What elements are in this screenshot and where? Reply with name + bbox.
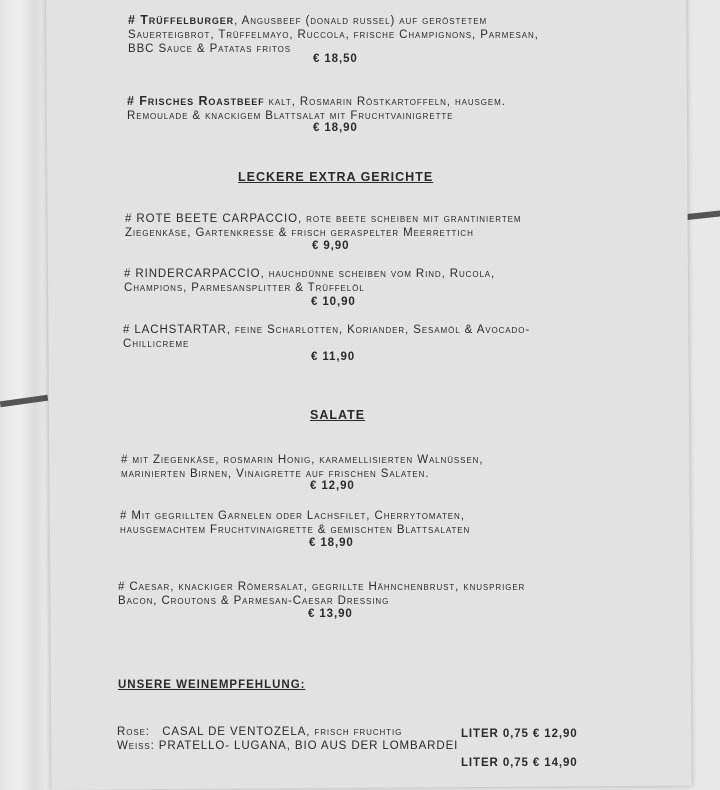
- item-desc: marinierten Birnen, Vinaigrette auf frischen Salaten.: [121, 468, 430, 480]
- wine-label: Weiss:: [117, 740, 155, 752]
- menu-item: [123, 323, 530, 351]
- item-desc: Chillicreme: [123, 338, 190, 350]
- item-price: € 11,90: [311, 351, 356, 363]
- wine-name: CASAL DE VENTOZELA, frisch fruchtig: [162, 726, 403, 738]
- menu-item: [128, 13, 539, 56]
- wine-price: LITER 0,75 € 12,90: [461, 728, 578, 740]
- item-desc: Champions, Parmesansplitter & Trüffelöl: [124, 282, 365, 294]
- wine-price: LITER 0,75 € 14,90: [461, 757, 578, 769]
- item-desc: kalt, Rosmarin Röstkartoffeln, hausgem.: [264, 96, 506, 108]
- item-name: # ROTE BEETE CARPACCIO: [125, 213, 298, 225]
- item-desc: , feine Scharlotten, Koriander, Sesamöl & Avocado-: [226, 324, 531, 336]
- item-price: € 18,50: [313, 53, 358, 65]
- item-price: € 9,90: [312, 240, 350, 252]
- menu-item: [124, 267, 495, 295]
- item-price: € 10,90: [311, 296, 356, 308]
- item-name: # Frisches Roastbeef: [127, 94, 265, 108]
- item-desc: Ziegenkäse, Gartenkresse & frisch geraspelter Meerrettich: [125, 227, 474, 239]
- item-desc: Bacon, Croutons & Parmesan-Caesar Dressing: [118, 595, 390, 607]
- item-desc: , rote beete scheiben mit grantiniertem: [297, 213, 522, 225]
- menu-item: [125, 212, 521, 240]
- wood-streak: [0, 395, 48, 408]
- menu-item: [121, 453, 483, 481]
- item-price: € 13,90: [308, 608, 353, 620]
- item-desc: , Angusbeef (donald russel) auf geröstetem: [234, 15, 488, 27]
- item-desc: Sauerteigbrot, Trüffelmayo, Ruccola, frische Champignons, Parmesan,: [128, 29, 539, 41]
- menu-item: [127, 94, 506, 123]
- wine-item: [117, 740, 458, 752]
- section-heading-extra: LECKERE EXTRA GERICHTE: [238, 170, 434, 184]
- item-desc: Remoulade & knackigem Blattsalat mit Fruchtvainigrette: [127, 110, 454, 122]
- item-price: € 18,90: [313, 122, 358, 134]
- menu-item: [118, 580, 525, 608]
- menu-item: [120, 509, 470, 537]
- item-name: # Trüffelburger: [128, 13, 235, 27]
- item-name: # LACHSTARTAR: [123, 324, 227, 336]
- item-desc: # Mit gegrillten Garnelen oder Lachsfilet, Cherrytomaten,: [120, 510, 465, 522]
- wine-label: Rose:: [117, 726, 150, 738]
- item-desc: , hauchdünne scheiben vom Rind, Rucola,: [260, 268, 496, 280]
- item-desc: # mit Ziegenkäse, rosmarin Honig, karamellisierten Walnüssen,: [121, 454, 484, 466]
- item-price: € 18,90: [309, 537, 354, 549]
- item-desc: # Caesar, knackiger Römersalat, gegrillte Hähnchenbrust, knuspriger: [118, 581, 526, 593]
- item-name: # RINDERCARPACCIO: [124, 268, 261, 280]
- wood-streak: [686, 210, 720, 220]
- section-heading-wein: UNSERE WEINEMPFEHLUNG:: [118, 679, 306, 691]
- wine-name: PRATELLO- LUGANA, BIO AUS DER LOMBARDEI: [158, 740, 459, 752]
- item-desc: hausgemachtem Fruchtvinaigrette & gemischten Blattsalaten: [120, 524, 471, 536]
- item-price: € 12,90: [310, 480, 355, 492]
- section-heading-salate: SALATE: [310, 408, 366, 422]
- item-desc: BBC Sauce & Patatas fritos: [128, 43, 291, 55]
- wine-item: [117, 726, 402, 738]
